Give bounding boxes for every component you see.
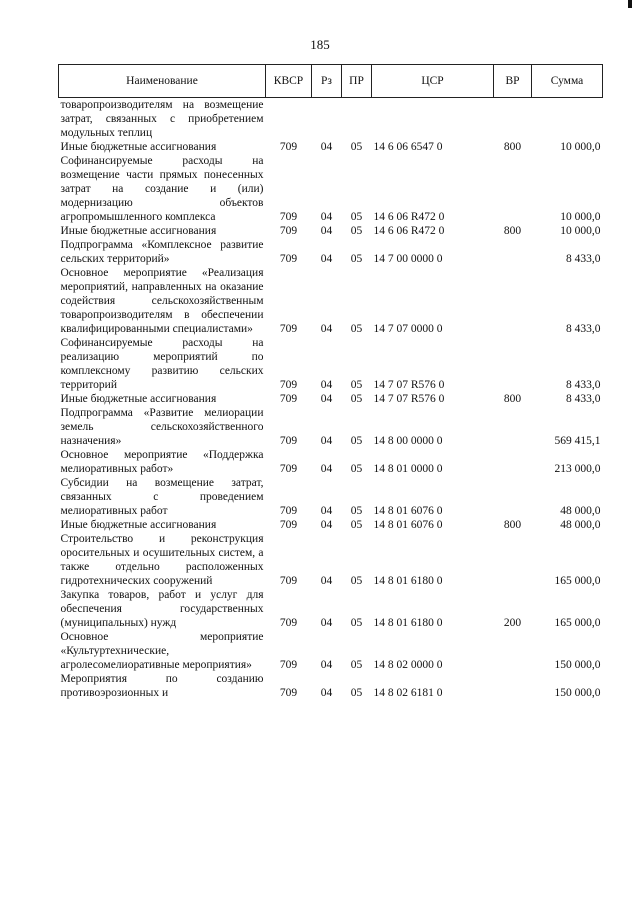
table-header-row: [59, 65, 603, 98]
row-vr: 800: [503, 225, 522, 237]
row-sum: 48 000,0: [560, 519, 601, 531]
row-csr: 14 8 01 0000 0: [373, 463, 443, 475]
row-kvsr: 709: [279, 463, 298, 475]
row-sum: 48 000,0: [560, 505, 601, 517]
row-vr: [494, 336, 532, 392]
row-csr: 14 8 01 6180 0: [373, 617, 443, 629]
row-csr: 14 8 02 6181 0: [373, 687, 443, 699]
row-rz: 04: [320, 211, 333, 223]
row-name: Подпрограмма «Развитие мелиорации земель сельскохозяйственного назначения»: [60, 407, 264, 447]
row-csr: 14 6 06 6547 0: [373, 141, 443, 153]
row-sum: 8 433,0: [566, 379, 601, 391]
row-rz: 04: [320, 141, 333, 153]
row-name: Основное мероприятие «Реализация мероприятий, направленных на оказание содействия сельскохозяйственным товаропроизводителям в обеспечении квалифицированными специалистами»: [60, 267, 264, 335]
row-csr: 14 7 07 R576 0: [373, 379, 445, 391]
row-kvsr: 709: [279, 435, 298, 447]
row-vr: [494, 630, 532, 672]
row-pr: 05: [350, 379, 363, 391]
row-sum: 8 433,0: [566, 393, 601, 405]
row-kvsr: 709: [279, 393, 298, 405]
header-pr: ПР: [342, 65, 372, 98]
row-csr: 14 8 01 6180 0: [373, 575, 443, 587]
row-sum: 165 000,0: [554, 575, 601, 587]
table-row: [59, 238, 603, 266]
page-number: 185: [310, 37, 330, 52]
row-vr: [494, 154, 532, 224]
table-row: [59, 448, 603, 476]
row-vr: 800: [503, 519, 522, 531]
row-sum: 150 000,0: [554, 659, 601, 671]
row-rz: 04: [320, 617, 333, 629]
row-name: Подпрограмма «Комплексное развитие сельских территорий»: [60, 239, 264, 265]
table-row: [59, 518, 603, 532]
row-csr: 14 8 02 0000 0: [373, 659, 443, 671]
table-row: [59, 224, 603, 238]
row-sum: 10 000,0: [560, 225, 601, 237]
row-vr: [494, 672, 532, 700]
row-name: Софинансируемые расходы на реализацию мероприятий по комплексному развитию сельских территорий: [60, 337, 264, 391]
row-pr: [342, 98, 372, 141]
row-sum: 165 000,0: [554, 617, 601, 629]
table-header: [59, 65, 603, 98]
header-kvsr: КВСР: [266, 65, 312, 98]
row-kvsr: 709: [279, 253, 298, 265]
header-vr: ВР: [494, 65, 532, 98]
row-sum: [532, 98, 603, 141]
row-vr: 800: [503, 393, 522, 405]
row-csr: 14 8 00 0000 0: [373, 435, 443, 447]
row-pr: 05: [350, 687, 363, 699]
table-row: [59, 630, 603, 672]
row-kvsr: 709: [279, 617, 298, 629]
table-row: [59, 266, 603, 336]
row-csr: [372, 98, 494, 141]
row-rz: 04: [320, 463, 333, 475]
row-pr: 05: [350, 519, 363, 531]
row-pr: 05: [350, 323, 363, 335]
row-name: Основное мероприятие «Поддержка мелиоративных работ»: [60, 449, 264, 475]
row-pr: 05: [350, 659, 363, 671]
row-csr: 14 6 06 R472 0: [373, 211, 445, 223]
row-rz: [312, 98, 342, 141]
table-row: [59, 98, 603, 141]
table-row: [59, 532, 603, 588]
row-rz: 04: [320, 253, 333, 265]
row-rz: 04: [320, 393, 333, 405]
row-pr: 05: [350, 435, 363, 447]
row-rz: 04: [320, 225, 333, 237]
row-name: Основное мероприятие «Культуртехнические, агролесомелиоративные мероприятия»: [60, 631, 264, 671]
table-row: [59, 476, 603, 518]
row-csr: 14 8 01 6076 0: [373, 519, 443, 531]
row-kvsr: 709: [279, 323, 298, 335]
row-sum: 569 415,1: [554, 435, 601, 447]
table-row: [59, 336, 603, 392]
row-rz: 04: [320, 505, 333, 517]
row-kvsr: 709: [279, 505, 298, 517]
row-rz: 04: [320, 575, 333, 587]
row-sum: 10 000,0: [560, 141, 601, 153]
row-kvsr: 709: [279, 379, 298, 391]
table-row: [59, 154, 603, 224]
row-pr: 05: [350, 617, 363, 629]
row-pr: 05: [350, 463, 363, 475]
row-name: товаропроизводителям на возмещение затрат, связанных с приобретением модульных теплиц: [60, 99, 264, 139]
row-vr: [494, 476, 532, 518]
row-kvsr: 709: [279, 225, 298, 237]
header-name: Наименование: [59, 65, 266, 98]
row-csr: 14 6 06 R472 0: [373, 225, 445, 237]
table-row: [59, 140, 603, 154]
table-body: [59, 98, 603, 701]
row-rz: 04: [320, 435, 333, 447]
row-kvsr: 709: [279, 659, 298, 671]
row-vr: [494, 98, 532, 141]
row-rz: 04: [320, 659, 333, 671]
row-vr: [494, 266, 532, 336]
row-pr: 05: [350, 141, 363, 153]
row-pr: 05: [350, 253, 363, 265]
row-name: Мероприятия по созданию противоэрозионных и: [60, 673, 264, 699]
row-vr: 200: [503, 617, 522, 629]
row-sum: 213 000,0: [554, 463, 601, 475]
row-kvsr: 709: [279, 211, 298, 223]
budget-table: [58, 64, 603, 700]
header-sum: Сумма: [532, 65, 603, 98]
row-sum: 150 000,0: [554, 687, 601, 699]
row-kvsr: 709: [279, 519, 298, 531]
row-kvsr: 709: [279, 687, 298, 699]
row-vr: 800: [503, 141, 522, 153]
row-sum: 8 433,0: [566, 253, 601, 265]
table-row: [59, 392, 603, 406]
row-pr: 05: [350, 505, 363, 517]
row-csr: 14 7 07 R576 0: [373, 393, 445, 405]
row-kvsr: 709: [279, 575, 298, 587]
table-row: [59, 672, 603, 700]
row-vr: [494, 532, 532, 588]
row-kvsr: 709: [279, 141, 298, 153]
row-name: Иные бюджетные ассигнования: [60, 393, 217, 405]
row-rz: 04: [320, 379, 333, 391]
row-pr: 05: [350, 575, 363, 587]
table-row: [59, 406, 603, 448]
header-csr: ЦСР: [372, 65, 494, 98]
row-sum: 8 433,0: [566, 323, 601, 335]
row-sum: 10 000,0: [560, 211, 601, 223]
row-rz: 04: [320, 519, 333, 531]
row-name: Иные бюджетные ассигнования: [60, 225, 217, 237]
row-name: Иные бюджетные ассигнования: [60, 519, 217, 531]
row-csr: 14 7 07 0000 0: [373, 323, 443, 335]
header-rz: Рз: [312, 65, 342, 98]
table-row: [59, 588, 603, 630]
row-vr: [494, 406, 532, 448]
row-vr: [494, 238, 532, 266]
row-pr: 05: [350, 211, 363, 223]
row-name: Иные бюджетные ассигнования: [60, 141, 217, 153]
row-rz: 04: [320, 687, 333, 699]
corner-scan-mark: [628, 0, 632, 8]
row-pr: 05: [350, 393, 363, 405]
row-kvsr: [266, 98, 312, 141]
row-csr: 14 8 01 6076 0: [373, 505, 443, 517]
row-vr: [494, 448, 532, 476]
row-rz: 04: [320, 323, 333, 335]
row-pr: 05: [350, 225, 363, 237]
row-name: Строительство и реконструкция оросительных и осушительных систем, а также отдельно расположенных гидротехнических сооружений: [60, 533, 264, 587]
row-csr: 14 7 00 0000 0: [373, 253, 443, 265]
row-name: Закупка товаров, работ и услуг для обеспечения государственных (муниципальных) нужд: [60, 589, 264, 629]
row-name: Субсидии на возмещение затрат, связанных с проведением мелиоративных работ: [60, 477, 264, 517]
row-name: Софинансируемые расходы на возмещение части прямых понесенных затрат на создание и (или) модернизацию объектов агропромышленного комплекса: [60, 155, 264, 223]
